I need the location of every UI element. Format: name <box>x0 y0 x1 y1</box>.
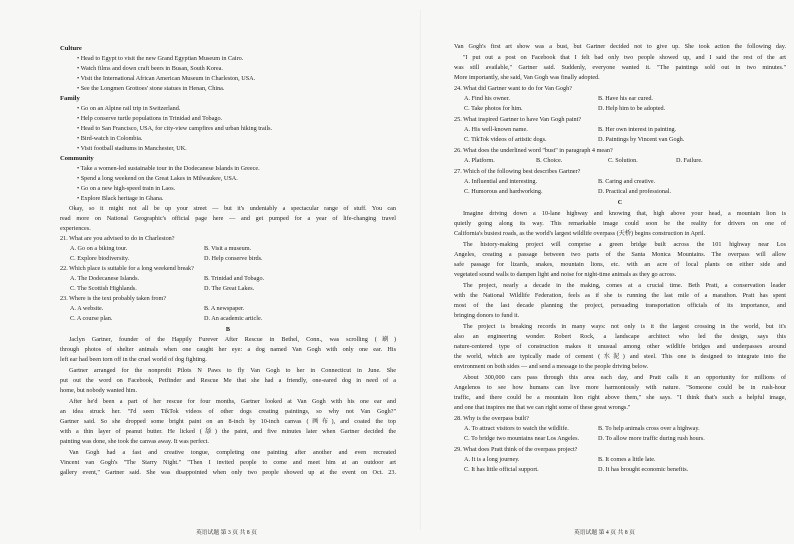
paragraph-line: most of the last decade planning the project, persuading transportation officials of its importance, and <box>454 302 786 309</box>
question-stem: 29. What does Pratt think of the overpass project? <box>454 446 578 453</box>
option[interactable]: B. A newspaper. <box>204 305 245 312</box>
list-item: • Head to San Francisco, USA, for city-view campfires and urban hiking trails. <box>77 125 273 132</box>
option[interactable]: C. Humorous and hardworking. <box>464 188 543 195</box>
option-row <box>454 104 786 114</box>
paragraph-line: The history-making project will comprise a green bridge built across the 101 highway near Los <box>463 241 786 248</box>
paragraph-line: traffic, and there could be a mountain lion right above them," she says. "I think that's such a helpful image, <box>454 394 786 401</box>
section-c-heading: C <box>617 199 623 206</box>
option-row <box>454 125 786 135</box>
question-stem: 21. What are you advised to do in Charleston? <box>60 235 175 242</box>
paragraph-line: About 300,000 cars pass through this area each day, and Pratt calls it an opportunity for millions of <box>463 374 786 381</box>
paragraph-line: with a thin layer of peanut butter. He licked (舔) the paint, and five minutes later when Gartner decided the <box>60 428 396 435</box>
option[interactable]: B. It comes a little late. <box>598 456 656 463</box>
option[interactable]: C. The Scottish Highlands. <box>70 285 137 292</box>
list-item: • Help conserve turtle populations in Trinidad and Tobago. <box>77 115 223 122</box>
paragraph-line: After he'd been a part of her rescue for four months, Gartner looked at Van Gogh with his one ear and <box>69 398 396 405</box>
question-stem: 23. Where is the text probably taken from? <box>60 295 167 302</box>
question-stem: 26. What does the underlined word "bust" in paragraph 4 mean? <box>454 147 613 154</box>
option[interactable]: D. Help him to be adopted. <box>598 105 666 112</box>
option[interactable]: C. To bridge two mountains near Los Angeles. <box>464 435 580 442</box>
option[interactable]: B. Have his ear cured. <box>598 95 653 102</box>
paragraph-line: an idea struck her. "I'd seen TikTok videos of other dogs creating paintings, so why not Van Gogh?" <box>60 408 396 415</box>
paragraph-line: Angeles, creating a passage between two parts of the Santa Monica Mountains. The overpass will allow <box>454 251 786 258</box>
paragraph-line: Van Gogh's first art show was a bust, but Gartner decided not to give up. She took action the following day. <box>454 43 786 50</box>
option-row <box>454 156 786 166</box>
paragraph-line: and one that inspires me that we can right some of these great wrongs." <box>454 404 631 411</box>
question-stem: 24. What did Gartner want to do for Van Gogh? <box>454 85 572 92</box>
option-row <box>454 187 786 197</box>
section-b-heading: B <box>225 326 231 333</box>
question-stem: 22. Which place is suitable for a long weekend break? <box>60 265 194 272</box>
paragraph-line: More importantly, she said, Van Gogh was finally adopted. <box>454 74 600 81</box>
paragraph-line: Okay, so it might not all be up your street — but it's undeniably a spectacular range of stuff. You can <box>69 205 396 212</box>
paragraph-line: "I put out a post on Facebook that I felt bad only two people showed up, and I said the rest of the art <box>463 54 786 61</box>
option[interactable]: D. Paintings by Vincent van Gogh. <box>598 136 685 143</box>
paragraph-line: nature-centered type of construction makes it unusual among other wildlife bridges and underpasses around <box>454 343 786 350</box>
option[interactable]: A. Find his owner. <box>464 95 510 102</box>
option-row <box>454 455 786 465</box>
paragraph-line: experiences. <box>60 225 91 232</box>
list-item: • Explore Black heritage in Ghana. <box>77 195 164 202</box>
paragraph-line: Jaclyn Gartner, founder of the Happily Furever After Rescue in Bethel, Conn., was scrolling (刷) <box>69 336 396 343</box>
paragraph-line: left ear had been torn off in the cruel world of dog fighting. <box>60 356 207 363</box>
paragraph-line: put out the word on Facebook, Petfinder and Rescue Me that she had a friendly, one-eared dog in need of a <box>60 377 396 384</box>
paragraph-line: The project, nearly a decade in the making, comes at a crucial time. Beth Pratt, a conservation leader <box>463 282 786 289</box>
option-row <box>454 177 786 187</box>
option[interactable]: A. To attract visitors to watch the wildlife. <box>464 425 569 432</box>
paragraph-line: environment on both sides — and send a message to the people driving below. <box>454 363 649 370</box>
option[interactable]: C. Solution. <box>608 157 638 164</box>
paragraph-line: quietly going along its way. This remarkable image could soon be the reality for drivers on one of <box>454 220 786 227</box>
option-row <box>60 304 396 314</box>
option-row <box>60 254 396 264</box>
option[interactable]: C. It has little official support. <box>464 466 539 473</box>
option-row <box>454 434 786 444</box>
paragraph-line: bringing donors to fund it. <box>454 312 520 319</box>
family-heading: Family <box>60 95 80 102</box>
option[interactable]: A. Platform. <box>464 157 495 164</box>
list-item: • Visit football stadiums in Manchester, UK. <box>77 145 187 152</box>
option[interactable]: D. It has brought economic benefits. <box>598 466 689 473</box>
option[interactable]: A. A website. <box>70 305 104 312</box>
paragraph-line: was still available," Gartner said. Suddenly, everyone wanted it. "The paintings sold out in two minutes." <box>454 64 786 71</box>
list-item: • Head to Egypt to visit the new Grand Egyptian Museum in Cairo. <box>77 55 244 62</box>
option[interactable]: A. His well-known name. <box>464 126 528 133</box>
option[interactable]: B. Trinidad and Tobago. <box>204 275 265 282</box>
option-row <box>454 465 786 475</box>
option-row <box>60 244 396 254</box>
option-row <box>454 94 786 104</box>
right-page-footer: 英语试题 第 4 页 共 8 页 <box>574 530 635 536</box>
paragraph-line: Imagine driving down a 10-lane highway and knowing that, high above your head, a mountain lion is <box>463 210 786 217</box>
option[interactable]: D. Practical and professional. <box>598 188 672 195</box>
list-item: • Go on a new high-speed train in Laos. <box>77 185 176 192</box>
paragraph-line: safe passage for lizards, snakes, mountain lions, etc. with an acre of local plants on either side and <box>454 261 786 268</box>
option[interactable]: A. Influential and interesting. <box>464 178 538 185</box>
paragraph-line: Gartner arranged for the nonprofit Pilots N Paws to fly Van Gogh to her in Connecticut in June. She <box>69 367 396 374</box>
list-item: • Take a women-led sustainable tour in the Dodecanese Islands in Greece. <box>77 165 260 172</box>
question-stem: 27. Which of the following best describes Gartner? <box>454 168 581 175</box>
option[interactable]: D. An academic article. <box>204 315 263 322</box>
left-page-footer: 英语试题 第 3 页 共 8 页 <box>196 530 257 536</box>
option[interactable]: B. To help animals cross over a highway. <box>598 425 700 432</box>
list-item: • Bird-watch in Colombia. <box>77 135 143 142</box>
paragraph-line: read more on National Geographic's official page here — and get pumped for a year of life-changing travel <box>60 215 396 222</box>
paragraph-line: home, but nobody wanted him. <box>60 387 137 394</box>
option[interactable]: B. Visit a museum. <box>204 245 252 252</box>
paragraph-line: The project is breaking records in many ways: not only is it the largest crossing in the world, but it's <box>463 323 786 330</box>
list-item: • Visit the International African American Museum in Charleston, USA. <box>77 75 256 82</box>
page-gutter <box>420 10 421 530</box>
list-item: • See the Longmen Grottoes' stone statues in Henan, China. <box>77 85 225 92</box>
option-row <box>60 284 396 294</box>
paragraph-line: the world, which are typically made of cement (水泥) and steel. This one is designed to integrate into the <box>454 353 786 360</box>
option[interactable]: B. Caring and creative. <box>598 178 656 185</box>
paragraph-line: through photos of shelter animals when one caught her eye: a dog named Van Gogh with only one ear. His <box>60 346 396 353</box>
list-item: • Go on an Alpine rail trip in Switzerland. <box>77 105 181 112</box>
paragraph-line: California's busiest roads, as the world's largest wildlife overpass (天桥) begins construction in April. <box>454 230 706 237</box>
culture-heading: Culture <box>60 45 82 52</box>
option-row <box>454 135 786 145</box>
option[interactable]: D. Failure. <box>676 157 703 164</box>
community-heading: Community <box>60 155 94 162</box>
paragraph-line: Gartner said. So she dropped some bright paint on an 8-inch by 10-inch canvas (画布), and coated the top <box>60 418 396 425</box>
paragraph-line: also an engineering wonder. Robert Rock, a landscape architect who led the design, says this <box>454 333 786 340</box>
paragraph-line: with the National Wildlife Federation, feels as if she is running the last mile of a marathon. Pratt has spent <box>454 292 786 299</box>
option[interactable]: A. The Dodecanese Islands. <box>70 275 140 282</box>
paragraph-line: gallery event," Gartner said. She was disappointed when only two people showed up at the event on Oct. 23. <box>60 469 396 476</box>
paragraph-line: vegetated sound walls to dampen light and noise for night-time animals as they go across. <box>454 271 677 278</box>
list-item: • Watch films and down craft beers in Busan, South Korea. <box>77 65 223 72</box>
paragraph-line: Vincent van Gogh's "The Starry Night." "Then I invited people to come and meet him at an outdoor art <box>60 459 396 466</box>
question-stem: 25. What inspired Gartner to have Van Gogh paint? <box>454 116 582 123</box>
option-row <box>60 314 396 324</box>
paragraph-line: painting was done, she took the canvas away. It was perfect. <box>60 438 209 445</box>
option[interactable]: B. Choice. <box>536 157 563 164</box>
option[interactable]: D. Help conserve birds. <box>204 255 263 262</box>
option-row <box>454 424 786 434</box>
paragraph-line: Van Gogh had a fast and creative tongue, completing one painting after another and even recreated <box>69 449 396 456</box>
option[interactable]: C. A course plan. <box>70 315 113 322</box>
paragraph-line: Angelenos to see how humans can live more harmoniously with nature. "Someone could be in rush-hour <box>454 384 786 391</box>
option[interactable]: A. It is a long journey. <box>464 456 520 463</box>
option[interactable]: B. Her own interest in painting. <box>598 126 677 133</box>
option[interactable]: A. Go on a biking tour. <box>70 245 128 252</box>
option[interactable]: C. TikTok videos of artistic dogs. <box>464 136 547 143</box>
option[interactable]: D. The Great Lakes. <box>204 285 255 292</box>
option[interactable]: D. To allow more traffic during rush hours. <box>598 435 705 442</box>
option[interactable]: C. Take photos for him. <box>464 105 523 112</box>
list-item: • Spend a long weekend on the Great Lakes in Milwaukee, USA. <box>77 175 238 182</box>
question-stem: 28. Why is the overpass built? <box>454 415 529 422</box>
option-row <box>60 274 396 284</box>
option[interactable]: C. Explore biodiversity. <box>70 255 130 262</box>
